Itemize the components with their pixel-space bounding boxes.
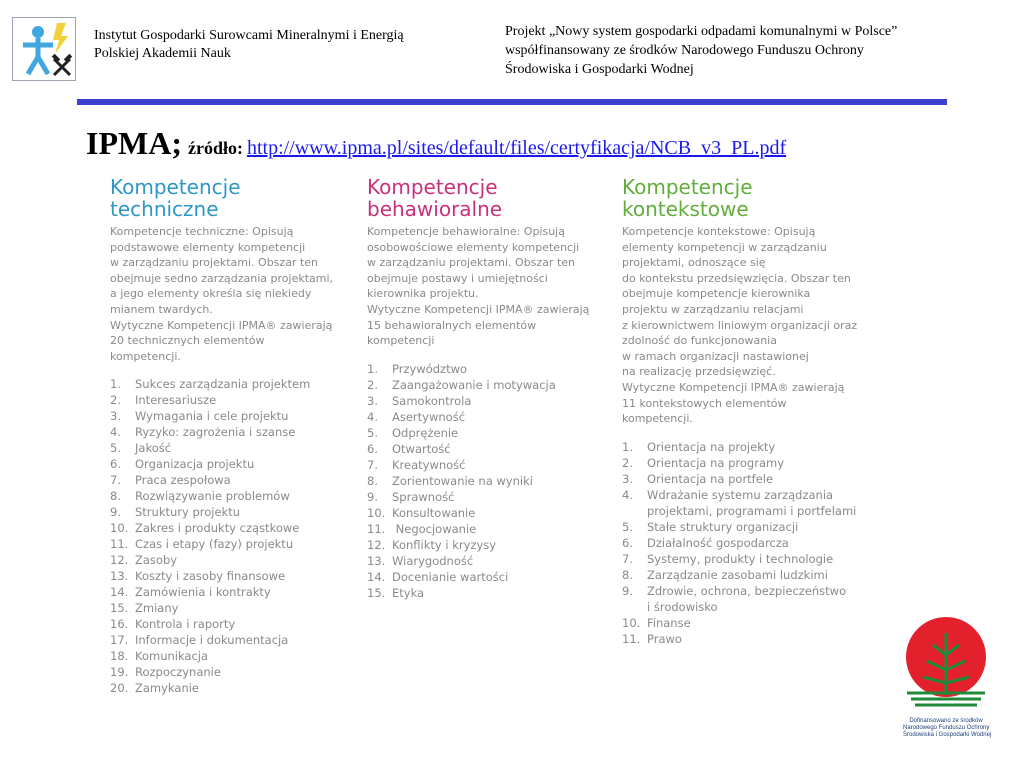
list-item	[110, 680, 355, 696]
project-line-2: współfinansowany ze środków Narodowego Funduszu Ochrony	[505, 43, 864, 58]
description-line: obejmuje kompetencje kierownika	[622, 287, 811, 301]
item-text: Działalność gospodarcza	[647, 535, 789, 550]
item-text: Kreatywność	[392, 457, 466, 472]
description-line: Kompetencje behawioralne: Opisują	[367, 225, 565, 238]
funder-caption-line: Dofinansowano ze środków	[909, 718, 983, 724]
competence-list	[367, 361, 612, 601]
list-item	[110, 472, 355, 488]
item-number: 2.	[367, 377, 378, 392]
item-text: Orientacja na programy	[647, 455, 785, 470]
item-number: 16.	[110, 617, 129, 632]
item-text: Organizacja projektu	[135, 457, 255, 472]
funder-logo	[903, 615, 992, 739]
list-item	[622, 535, 882, 551]
item-text: Sukces zarządzania projektem	[135, 377, 311, 392]
list-item	[367, 489, 612, 505]
item-number: 13.	[110, 569, 129, 584]
description-line: elementy kompetencji w zarządzaniu	[622, 240, 827, 254]
header-divider	[77, 99, 947, 105]
item-number: 3.	[110, 409, 121, 424]
list-item	[622, 519, 882, 535]
item-number: 10.	[110, 521, 129, 536]
item-number: 10.	[367, 505, 386, 520]
item-text: Kontrola i raporty	[135, 617, 236, 632]
item-text: Zamówienia i kontrakty	[135, 585, 271, 600]
item-text: Koszty i zasoby finansowe	[135, 569, 286, 584]
item-text: Sprawność	[392, 489, 455, 504]
competence-list	[622, 439, 882, 647]
item-text: Odprężenie	[392, 425, 459, 440]
list-item	[622, 471, 882, 487]
item-number: 6.	[110, 457, 121, 472]
item-text: Wdrażanie systemu zarządzania	[647, 487, 834, 502]
list-item	[367, 569, 612, 585]
item-number: 5.	[367, 425, 378, 440]
item-number: 9.	[367, 489, 378, 504]
project-info	[505, 22, 897, 79]
list-item	[622, 615, 882, 631]
list-item	[110, 424, 355, 440]
item-number: 12.	[367, 537, 386, 552]
list-item	[367, 473, 612, 489]
list-item	[110, 600, 355, 616]
list-item	[367, 585, 612, 601]
column-title	[110, 176, 355, 220]
item-text: Jakość	[135, 441, 172, 456]
description-line: Kompetencje kontekstowe: Opisują	[622, 225, 816, 238]
column-title-line-1: Kompetencje	[622, 175, 753, 199]
list-item	[367, 505, 612, 521]
item-number: 7.	[367, 457, 378, 472]
item-text: Zasoby	[135, 553, 178, 568]
item-text: Zdrowie, ochrona, bezpieczeństwo	[647, 583, 847, 598]
item-text: Interesariusze	[135, 393, 217, 408]
list-item	[110, 392, 355, 408]
description-line: 11 kontekstowych elementów	[622, 396, 787, 410]
item-number: 5.	[110, 441, 121, 456]
item-number: 14.	[110, 585, 129, 600]
item-text: Stałe struktury organizacji	[647, 519, 799, 534]
item-number: 2.	[622, 455, 633, 470]
item-text: Orientacja na portfele	[647, 471, 774, 486]
item-text: Finanse	[647, 615, 691, 630]
column-title-line-1: Kompetencje	[110, 175, 241, 199]
column-description	[110, 224, 355, 364]
item-text: Docenianie wartości	[392, 569, 509, 584]
item-number: 11.	[367, 521, 386, 536]
column-title-line-2: kontekstowe	[622, 197, 749, 221]
column-title-line-1: Kompetencje	[367, 175, 498, 199]
description-line: kompetencji.	[110, 349, 181, 363]
item-number: 5.	[622, 519, 633, 534]
list-item	[110, 584, 355, 600]
funder-emblem-icon	[903, 615, 989, 711]
description-line: z kierownictwem liniowym organizacji oraz	[622, 318, 858, 332]
item-text: Otwartość	[392, 441, 451, 456]
description-line: podstawowe elementy kompetencji	[110, 240, 306, 254]
description-line: w zarządzaniu projektami. Obszar ten	[110, 256, 319, 270]
description-line: kompetencji	[367, 334, 435, 348]
list-item	[110, 520, 355, 536]
source-link[interactable]: http://www.ipma.pl/sites/default/files/certyfikacja/NCB_v3_PL.pdf	[246, 137, 787, 159]
project-line-3: Środowiska i Gospodarki Wodnej	[505, 62, 694, 77]
list-item	[622, 455, 882, 471]
competence-list	[110, 376, 355, 696]
item-text: Wiarygodność	[392, 553, 474, 568]
item-number: 7.	[110, 473, 121, 488]
list-item	[110, 616, 355, 632]
item-text: Asertywność	[392, 409, 466, 424]
list-item	[622, 567, 882, 583]
funder-caption	[903, 718, 992, 739]
item-text: Struktury projektu	[135, 505, 241, 520]
list-item	[110, 376, 355, 392]
list-item	[110, 440, 355, 456]
description-line: kierownika projektu.	[367, 287, 479, 301]
description-line: 15 behawioralnych elementów	[367, 318, 537, 332]
item-number: 14.	[367, 569, 386, 584]
item-text: Przywództwo	[392, 361, 468, 376]
item-text: Rozwiązywanie problemów	[135, 489, 290, 504]
description-line: mianem twardych.	[110, 302, 213, 316]
item-number: 4.	[622, 487, 633, 502]
project-line-1: Projekt „Nowy system gospodarki odpadami komunalnymi w Polsce”	[505, 24, 898, 39]
list-item	[367, 521, 612, 537]
item-number: 7.	[622, 551, 633, 566]
column-title	[622, 176, 882, 220]
item-text: Konflikty i kryzysy	[392, 537, 497, 552]
list-item	[367, 361, 612, 377]
item-number: 20.	[110, 681, 129, 696]
list-item	[622, 551, 882, 567]
item-number: 9.	[110, 505, 121, 520]
description-line: osobowościowe elementy kompetencji	[367, 240, 580, 254]
list-item	[622, 599, 882, 615]
list-item	[110, 456, 355, 472]
column-description	[367, 224, 612, 349]
item-text: Komunikacja	[135, 649, 209, 664]
item-number: 3.	[622, 471, 633, 486]
item-text: Rozpoczynanie	[135, 665, 221, 680]
list-item	[110, 536, 355, 552]
list-item	[110, 488, 355, 504]
item-text: i środowisko	[647, 599, 718, 614]
item-text: Zarządzanie zasobami ludzkimi	[647, 567, 828, 582]
description-line: w zarządzaniu projektami. Obszar ten	[367, 256, 576, 270]
item-number: 8.	[110, 489, 121, 504]
list-item	[367, 377, 612, 393]
description-line: Wytyczne Kompetencji IPMA® zawierają	[110, 318, 333, 332]
column-technical	[110, 176, 355, 696]
item-number: 4.	[367, 409, 378, 424]
list-item	[367, 393, 612, 409]
list-item	[622, 439, 882, 455]
list-item	[622, 631, 882, 647]
item-number: 4.	[110, 425, 121, 440]
description-line: do kontekstu przedsięwzięcia. Obszar ten	[622, 271, 851, 285]
item-text: Zakres i produkty cząstkowe	[135, 521, 300, 536]
list-item	[367, 441, 612, 457]
list-item	[110, 648, 355, 664]
description-line: Wytyczne Kompetencji IPMA® zawierają	[367, 302, 590, 316]
column-behavioral	[367, 176, 612, 601]
item-number: 17.	[110, 633, 129, 648]
description-line: w ramach organizacji nastawionej	[622, 349, 809, 363]
list-item	[110, 632, 355, 648]
description-line: obejmuje sedno zarządzania projektami,	[110, 271, 334, 285]
item-text: Czas i etapy (fazy) projektu	[135, 537, 294, 552]
item-number: 19.	[110, 665, 129, 680]
description-line: zdolność do funkcjonowania	[622, 334, 777, 348]
list-item	[110, 504, 355, 520]
description-line: obejmuje postawy i umiejętności	[367, 271, 548, 285]
item-number: 1.	[110, 377, 121, 392]
title-main: IPMA;	[86, 125, 182, 161]
item-number: 13.	[367, 553, 386, 568]
item-number: 6.	[367, 441, 378, 456]
slide-title	[86, 125, 786, 162]
funder-caption-line: Środowiska i Gospodarki Wodnej	[903, 732, 992, 738]
item-text: Zorientowanie na wyniki	[392, 473, 533, 488]
item-number: 18.	[110, 649, 129, 664]
item-text: Praca zespołowa	[135, 473, 231, 488]
item-number: 12.	[110, 553, 129, 568]
item-text: projektami, programami i portfelami	[647, 503, 857, 518]
item-number: 11.	[622, 631, 641, 646]
item-text: Ryzyko: zagrożenia i szanse	[135, 425, 296, 440]
item-number: 1.	[622, 439, 633, 454]
item-number: 6.	[622, 535, 633, 550]
item-number: 9.	[622, 583, 633, 598]
item-text: Etyka	[392, 585, 425, 600]
list-item	[622, 503, 882, 519]
item-text: Konsultowanie	[392, 505, 476, 520]
list-item	[622, 487, 882, 503]
item-text: Systemy, produkty i technologie	[647, 551, 834, 566]
column-description	[622, 224, 882, 427]
item-text: Samokontrola	[392, 393, 472, 408]
column-title	[367, 176, 612, 220]
institute-line-2: Polskiej Akademii Nauk	[94, 46, 231, 61]
institute-name	[94, 27, 404, 63]
item-number: 1.	[367, 361, 378, 376]
list-item	[110, 664, 355, 680]
item-number: 8.	[622, 567, 633, 582]
list-item	[110, 552, 355, 568]
description-line: Kompetencje techniczne: Opisują	[110, 225, 294, 238]
description-line: na realizację przedsięwzięć.	[622, 365, 776, 379]
list-item	[367, 537, 612, 553]
item-text: Orientacja na projekty	[647, 439, 776, 454]
item-number: 8.	[367, 473, 378, 488]
item-text: Zamykanie	[135, 681, 199, 696]
item-number: 10.	[622, 615, 641, 630]
institute-logo	[12, 17, 76, 81]
list-item	[110, 408, 355, 424]
item-number: 3.	[367, 393, 378, 408]
list-item	[367, 425, 612, 441]
description-line: Wytyczne Kompetencji IPMA® zawierają	[622, 380, 845, 394]
item-number: 15.	[367, 585, 386, 600]
list-item	[367, 457, 612, 473]
column-title-line-2: behawioralne	[367, 197, 503, 221]
source-label: źródło:	[187, 138, 243, 158]
item-text: Zaangażowanie i motywacja	[392, 377, 556, 392]
item-text: Informacje i dokumentacja	[135, 633, 289, 648]
description-line: kompetencji.	[622, 412, 693, 426]
item-text: Zmiany	[135, 601, 179, 616]
item-text: Negocjowanie	[392, 521, 477, 536]
item-number: 2.	[110, 393, 121, 408]
list-item	[367, 553, 612, 569]
description-line: 20 technicznych elementów	[110, 334, 265, 348]
institute-line-1: Instytut Gospodarki Surowcami Mineralnymi i Energią	[94, 28, 404, 43]
item-number: 11.	[110, 537, 129, 552]
list-item	[622, 583, 882, 599]
item-text: Prawo	[647, 631, 682, 646]
funder-caption-line: Narodowego Funduszu Ochrony	[903, 725, 990, 731]
list-item	[367, 409, 612, 425]
description-line: projektami, odnoszące się	[622, 256, 766, 270]
description-line: projektu w zarządzaniu relacjami	[622, 302, 804, 316]
description-line: a jego elementy określa się niekiedy	[110, 287, 312, 301]
item-number: 15.	[110, 601, 129, 616]
column-title-line-2: techniczne	[110, 197, 219, 221]
column-contextual	[622, 176, 882, 647]
item-text: Wymagania i cele projektu	[135, 409, 289, 424]
list-item	[110, 568, 355, 584]
